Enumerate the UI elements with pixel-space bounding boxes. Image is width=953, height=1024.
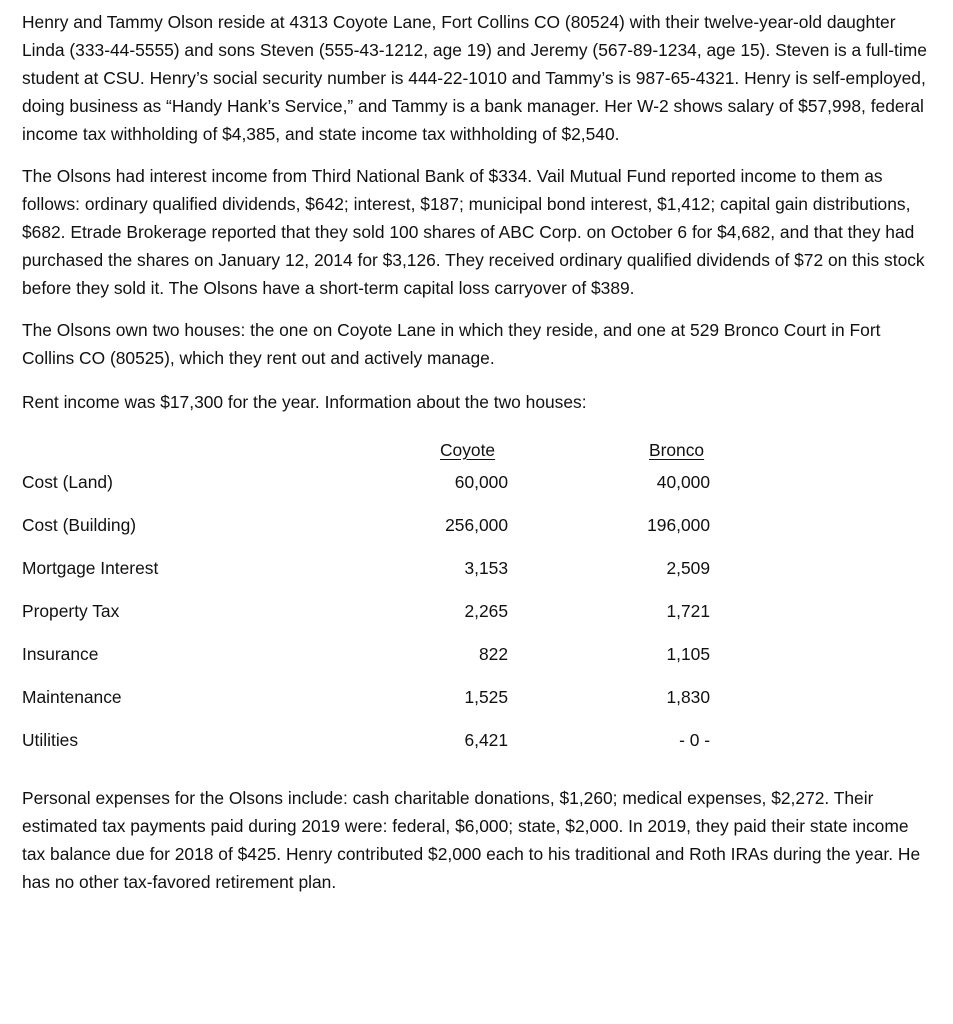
coyote-value: 60,000	[454, 472, 508, 492]
intro-paragraph: Henry and Tammy Olson reside at 4313 Coyote Lane, Fort Collins CO (80524) with their twelve-year-old daughter Linda (333-44-5555) and sons Steven (555-43-1212, age 19) and Jeremy (567-89-1234, age 15). Steven is a full-time student at CSU. Henry’s social security number is 444-22-1010 and Tammy’s is 987-65-4321. Henry is self-employed, doing business as “Handy Hank’s Service,” and Tammy is a bank manager. Her W-2 shows salary of $57,998, federal income tax withholding of $4,385, and state income tax withholding of $2,540.	[22, 12, 927, 144]
rent-paragraph: Rent income was $17,300 for the year. Information about the two houses:	[22, 392, 587, 412]
coyote-value: 6,421	[464, 730, 508, 750]
bronco-value: 40,000	[656, 472, 710, 492]
row-label: Mortgage Interest	[22, 558, 159, 578]
row-label: Maintenance	[22, 687, 122, 707]
personal-expenses-paragraph: Personal expenses for the Olsons include: cash charitable donations, $1,260; medical expenses, $2,272. Their estimated tax payments paid during 2019 were: federal, $6,000; state, $2,000. In 2019, they paid their state income tax balance due for 2018 of $425. Henry contributed $2,000 each to his traditional and Roth IRAs during the year. He has no other tax-favored retirement plan.	[22, 788, 921, 892]
table-row	[22, 468, 934, 496]
row-label: Property Tax	[22, 601, 120, 621]
coyote-value: 822	[478, 644, 508, 664]
column-header-bronco: Bronco	[649, 440, 705, 460]
property-table	[22, 430, 934, 750]
row-label: Utilities	[22, 730, 79, 750]
bronco-value: 1,830	[666, 687, 710, 707]
row-label: Cost (Building)	[22, 515, 137, 535]
houses-paragraph: The Olsons own two houses: the one on Coyote Lane in which they reside, and one at 529 Bronco Court in Fort Collins CO (80525), which they rent out and actively manage.	[22, 320, 881, 368]
bronco-value: - 0 -	[679, 730, 710, 750]
document-page	[22, 8, 934, 896]
bronco-value: 1,721	[666, 601, 710, 621]
row-label: Cost (Land)	[22, 472, 113, 492]
table-row	[22, 683, 934, 711]
table-row	[22, 640, 934, 668]
coyote-value: 2,265	[464, 601, 508, 621]
table-row	[22, 726, 934, 754]
table-row	[22, 554, 934, 582]
bronco-value: 2,509	[666, 558, 710, 578]
row-label: Insurance	[22, 644, 99, 664]
investments-paragraph: The Olsons had interest income from Third National Bank of $334. Vail Mutual Fund reported income to them as follows: ordinary qualified dividends, $642; interest, $187; municipal bond interest, $1,412; capital gain distributions, $682. Etrade Brokerage reported that they sold 100 shares of ABC Corp. on October 6 for $4,682, and that they had purchased the shares on January 12, 2014 for $3,126. They received ordinary qualified dividends of $72 on this stock before they sold it. The Olsons have a short-term capital loss carryover of $389.	[22, 166, 925, 298]
coyote-value: 1,525	[464, 687, 508, 707]
coyote-value: 256,000	[445, 515, 508, 535]
bronco-value: 196,000	[647, 515, 710, 535]
bronco-value: 1,105	[666, 644, 710, 664]
table-row	[22, 511, 934, 539]
table-row	[22, 597, 934, 625]
coyote-value: 3,153	[464, 558, 508, 578]
column-header-coyote: Coyote	[440, 440, 496, 460]
